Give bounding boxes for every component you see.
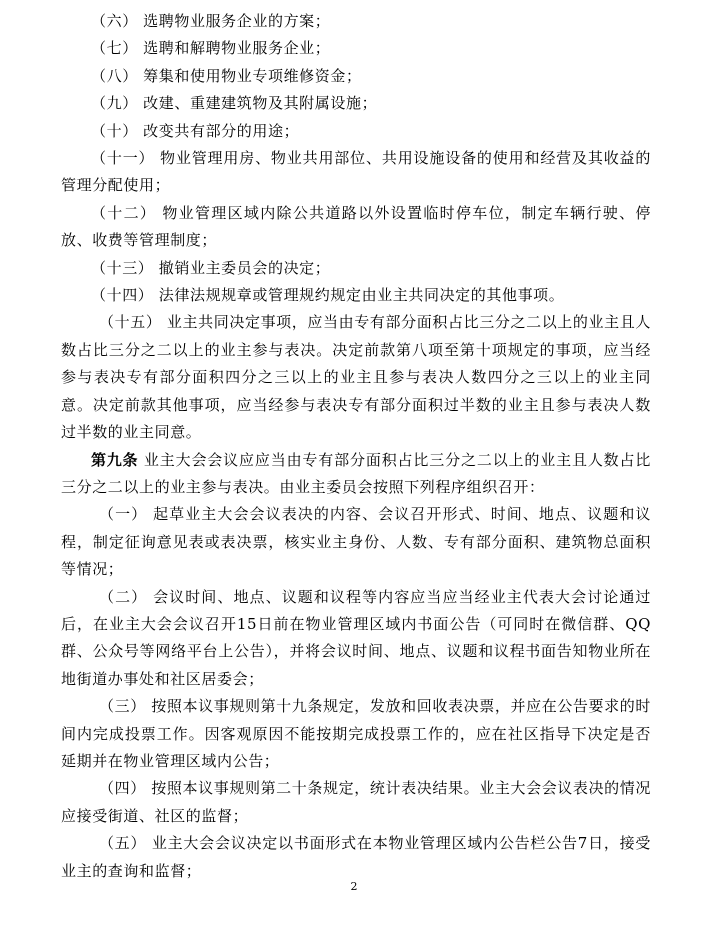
item-11: （十一） 物业管理用房、物业共用部位、共用设施设备的使用和经营及其收益的管理分配使用； — [61, 149, 651, 195]
step-5: （五） 业主大会会议决定以书面形式在本物业管理区域内公告栏公告7日，接受业主的查询和监督； — [61, 834, 651, 880]
step-4: （四） 按照本议事规则第二十条规定，统计表决结果。业主大会会议表决的情况应接受街道、社区的监督； — [61, 779, 651, 825]
item-14: （十四） 法律法规规章或管理规约规定由业主共同决定的其他事项。 — [91, 286, 565, 305]
step-2: （二） 会议时间、地点、议题和议程等内容应当应当经业主代表大会讨论通过后，在业主大会会议召开15日前在物业管理区域内书面公告（可同时在微信群、QQ群、公众号等网络平台上公告），并将会议时间、地点、议题和议程书面告知物业所在地街道办事处和社区居委会； — [61, 587, 651, 688]
page-number: 2 — [350, 880, 358, 893]
article-9 — [61, 447, 651, 502]
item-6: （六） 选聘物业服务企业的方案； — [91, 12, 331, 30]
item-12: （十二） 物业管理区域内除公共道路以外设置临时停车位，制定车辆行驶、停放、收费等管理制度； — [61, 203, 651, 250]
item-15: （十五） 业主共同决定事项，应当由专有部分面积占比三分之二以上的业主且人数占比三分之二以上的业主参与表决。决定前款第八项至第十项规定的事项，应当经参与表决专有部分面积四分之三以上的业主且参与表决人数四分之三以上的业主同意。决定前款其他事项，应当经参与表决专有部分面积过半数的业主且参与表决人数过半数的业主同意。 — [61, 313, 651, 442]
article-9-heading: 第九条 — [91, 450, 139, 469]
step-1: （一） 起草业主大会会议表决的内容、会议召开形式、时间、地点、议题和议程，制定征询意见表或表决票，核实业主身份、人数、专有部分面积、建筑物总面积等情况； — [61, 505, 651, 579]
step-3: （三） 按照本议事规则第十九条规定，发放和回收表决票，并应在公告要求的时间内完成投票工作。因客观原因不能按期完成投票工作的，应在社区指导下决定是否延期并在物业管理区域内公告； — [61, 697, 651, 770]
item-8: （八） 筹集和使用物业专项维修资金； — [91, 66, 362, 85]
item-10: （十） 改变共有部分的用途； — [91, 121, 300, 140]
item-13: （十三） 撤销业主委员会的决定； — [91, 258, 331, 277]
document-page — [61, 8, 651, 885]
item-7: （七） 选聘和解聘物业服务企业； — [91, 39, 331, 58]
article-9-text: 业主大会会议应应当由专有部分面积占比三分之二以上的业主且人数占比三分之二以上的业主参与表决。由业主委员会按照下列程序组织召开： — [61, 450, 651, 496]
item-9: （九） 改建、重建建筑物及其附属设施； — [91, 94, 378, 113]
